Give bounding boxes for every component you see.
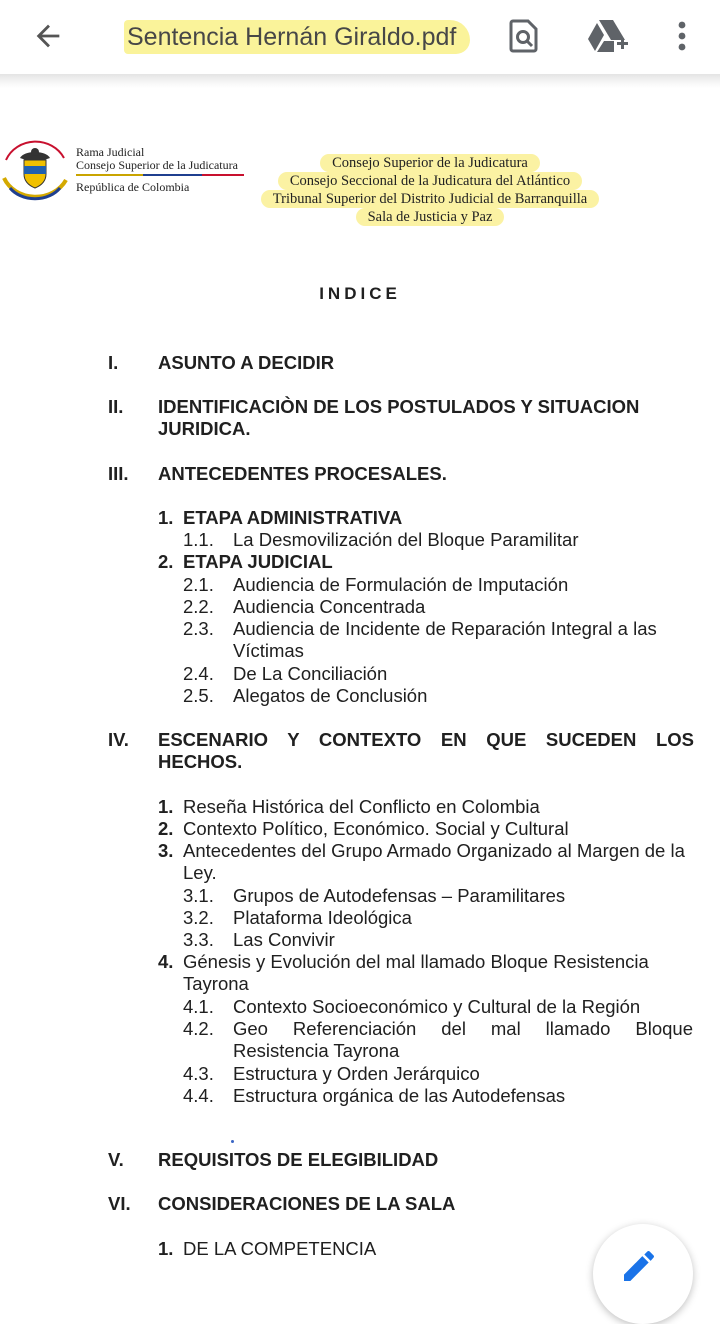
item-number: 2.2. [183, 596, 214, 617]
item-text: Génesis y Evolución del mal llamado Bloque Resistencia Tayrona [183, 951, 649, 995]
app-toolbar [0, 0, 720, 74]
index-title: INDICE [319, 284, 401, 303]
item-text: Estructura orgánica de las Autodefensas [233, 1085, 566, 1106]
item-text: Alegatos de Conclusión [233, 685, 428, 706]
item-text: La Desmovilización del Bloque Paramilitar [233, 529, 579, 550]
header-left-line: Rama Judicial [76, 145, 145, 159]
section-title: ASUNTO A DECIDIR [158, 352, 335, 373]
item-text: Estructura y Orden Jerárquico [233, 1063, 480, 1084]
section-title: CONSIDERACIONES DE LA SALA [158, 1193, 456, 1214]
item-text: De La Conciliación [233, 663, 388, 684]
header-right-line: Sala de Justicia y Paz [356, 208, 505, 226]
item-text: Contexto Socioeconómico y Cultural de la Región [233, 996, 641, 1017]
section-title: REQUISITOS DE ELEGIBILIDAD [158, 1149, 439, 1170]
pdf-page[interactable] [0, 88, 720, 1280]
toolbar-shadow [0, 74, 720, 88]
item-number: 2.3. [183, 618, 214, 639]
find-in-document-button[interactable] [500, 14, 548, 58]
item-number: 3.3. [183, 929, 214, 950]
section-number: III. [108, 463, 129, 484]
search-document-icon [509, 19, 539, 53]
section-number: IV. [108, 729, 129, 750]
item-number: 2. [158, 818, 174, 839]
more-options-button[interactable] [658, 14, 706, 58]
header-right-line: Tribunal Superior del Distrito Judicial de Barranquilla [261, 190, 599, 208]
item-number: 1.1. [183, 529, 214, 550]
add-to-drive-button[interactable] [584, 14, 632, 58]
header-right-line: Consejo Seccional de la Judicatura del Atlántico [278, 172, 582, 190]
item-text: Las Convivir [233, 929, 335, 950]
edit-pencil-icon [619, 1246, 659, 1286]
item-number: 1. [158, 1238, 174, 1259]
header-right-line: Consejo Superior de la Judicatura [320, 154, 540, 172]
section-number: VI. [108, 1193, 131, 1214]
edit-fab-button[interactable] [593, 1224, 693, 1324]
item-number: 3. [158, 840, 174, 861]
item-number: 1. [158, 796, 174, 817]
item-text: Plataforma Ideológica [233, 907, 412, 928]
tricolor-rule [76, 174, 244, 176]
section-title: ESCENARIO Y CONTEXTO EN QUE SUCEDEN LOS HECHOS. [158, 729, 694, 772]
item-text: DE LA COMPETENCIA [183, 1238, 377, 1259]
scroll-position-dot [231, 1140, 234, 1143]
item-text: Contexto Político, Económico. Social y Cultural [183, 818, 569, 839]
item-text: Grupos de Autodefensas – Paramilitares [233, 885, 566, 906]
item-number: 4. [158, 951, 174, 972]
colombia-coat-of-arms-logo [0, 130, 70, 204]
item-text: Geo Referenciación del mal llamado Bloque Resistencia Tayrona [233, 1018, 693, 1062]
item-text: Antecedentes del Grupo Armado Organizado al Margen de la Ley. [183, 840, 685, 884]
item-text: ETAPA JUDICIAL [183, 551, 333, 572]
section-title: ANTECEDENTES PROCESALES. [158, 463, 447, 484]
back-button[interactable] [20, 12, 76, 60]
item-number: 1. [158, 507, 174, 528]
item-number: 4.3. [183, 1063, 214, 1084]
section-number: I. [108, 352, 119, 373]
item-number: 4.4. [183, 1085, 214, 1106]
header-left-line: República de Colombia [76, 180, 190, 194]
back-arrow-icon [31, 19, 65, 53]
item-number: 3.2. [183, 907, 214, 928]
header-left-block [76, 146, 244, 194]
item-number: 4.2. [183, 1018, 214, 1039]
item-number: 4.1. [183, 996, 214, 1017]
document-title: Sentencia Hernán Giraldo.pdf [124, 20, 470, 54]
section-title: IDENTIFICACIÒN DE LOS POSTULADOS Y SITUACION JURIDICA. [158, 396, 640, 439]
section-number: II. [108, 396, 124, 417]
item-number: 2. [158, 551, 174, 572]
add-to-drive-icon [587, 18, 629, 54]
item-number: 2.1. [183, 574, 214, 595]
item-text: Audiencia de Incidente de Reparación Integral a las Víctimas [233, 618, 657, 662]
item-number: 3.1. [183, 885, 214, 906]
item-number: 2.5. [183, 685, 214, 706]
item-text: ETAPA ADMINISTRATIVA [183, 507, 403, 528]
section-number: V. [108, 1149, 124, 1170]
item-text: Reseña Histórica del Conflicto en Colombia [183, 796, 540, 817]
item-text: Audiencia Concentrada [233, 596, 426, 617]
item-text: Audiencia de Formulación de Imputación [233, 574, 569, 595]
item-number: 2.4. [183, 663, 214, 684]
header-left-line: Consejo Superior de la Judicatura [76, 158, 238, 172]
more-vert-icon [677, 21, 687, 51]
header-right-block [230, 154, 630, 226]
